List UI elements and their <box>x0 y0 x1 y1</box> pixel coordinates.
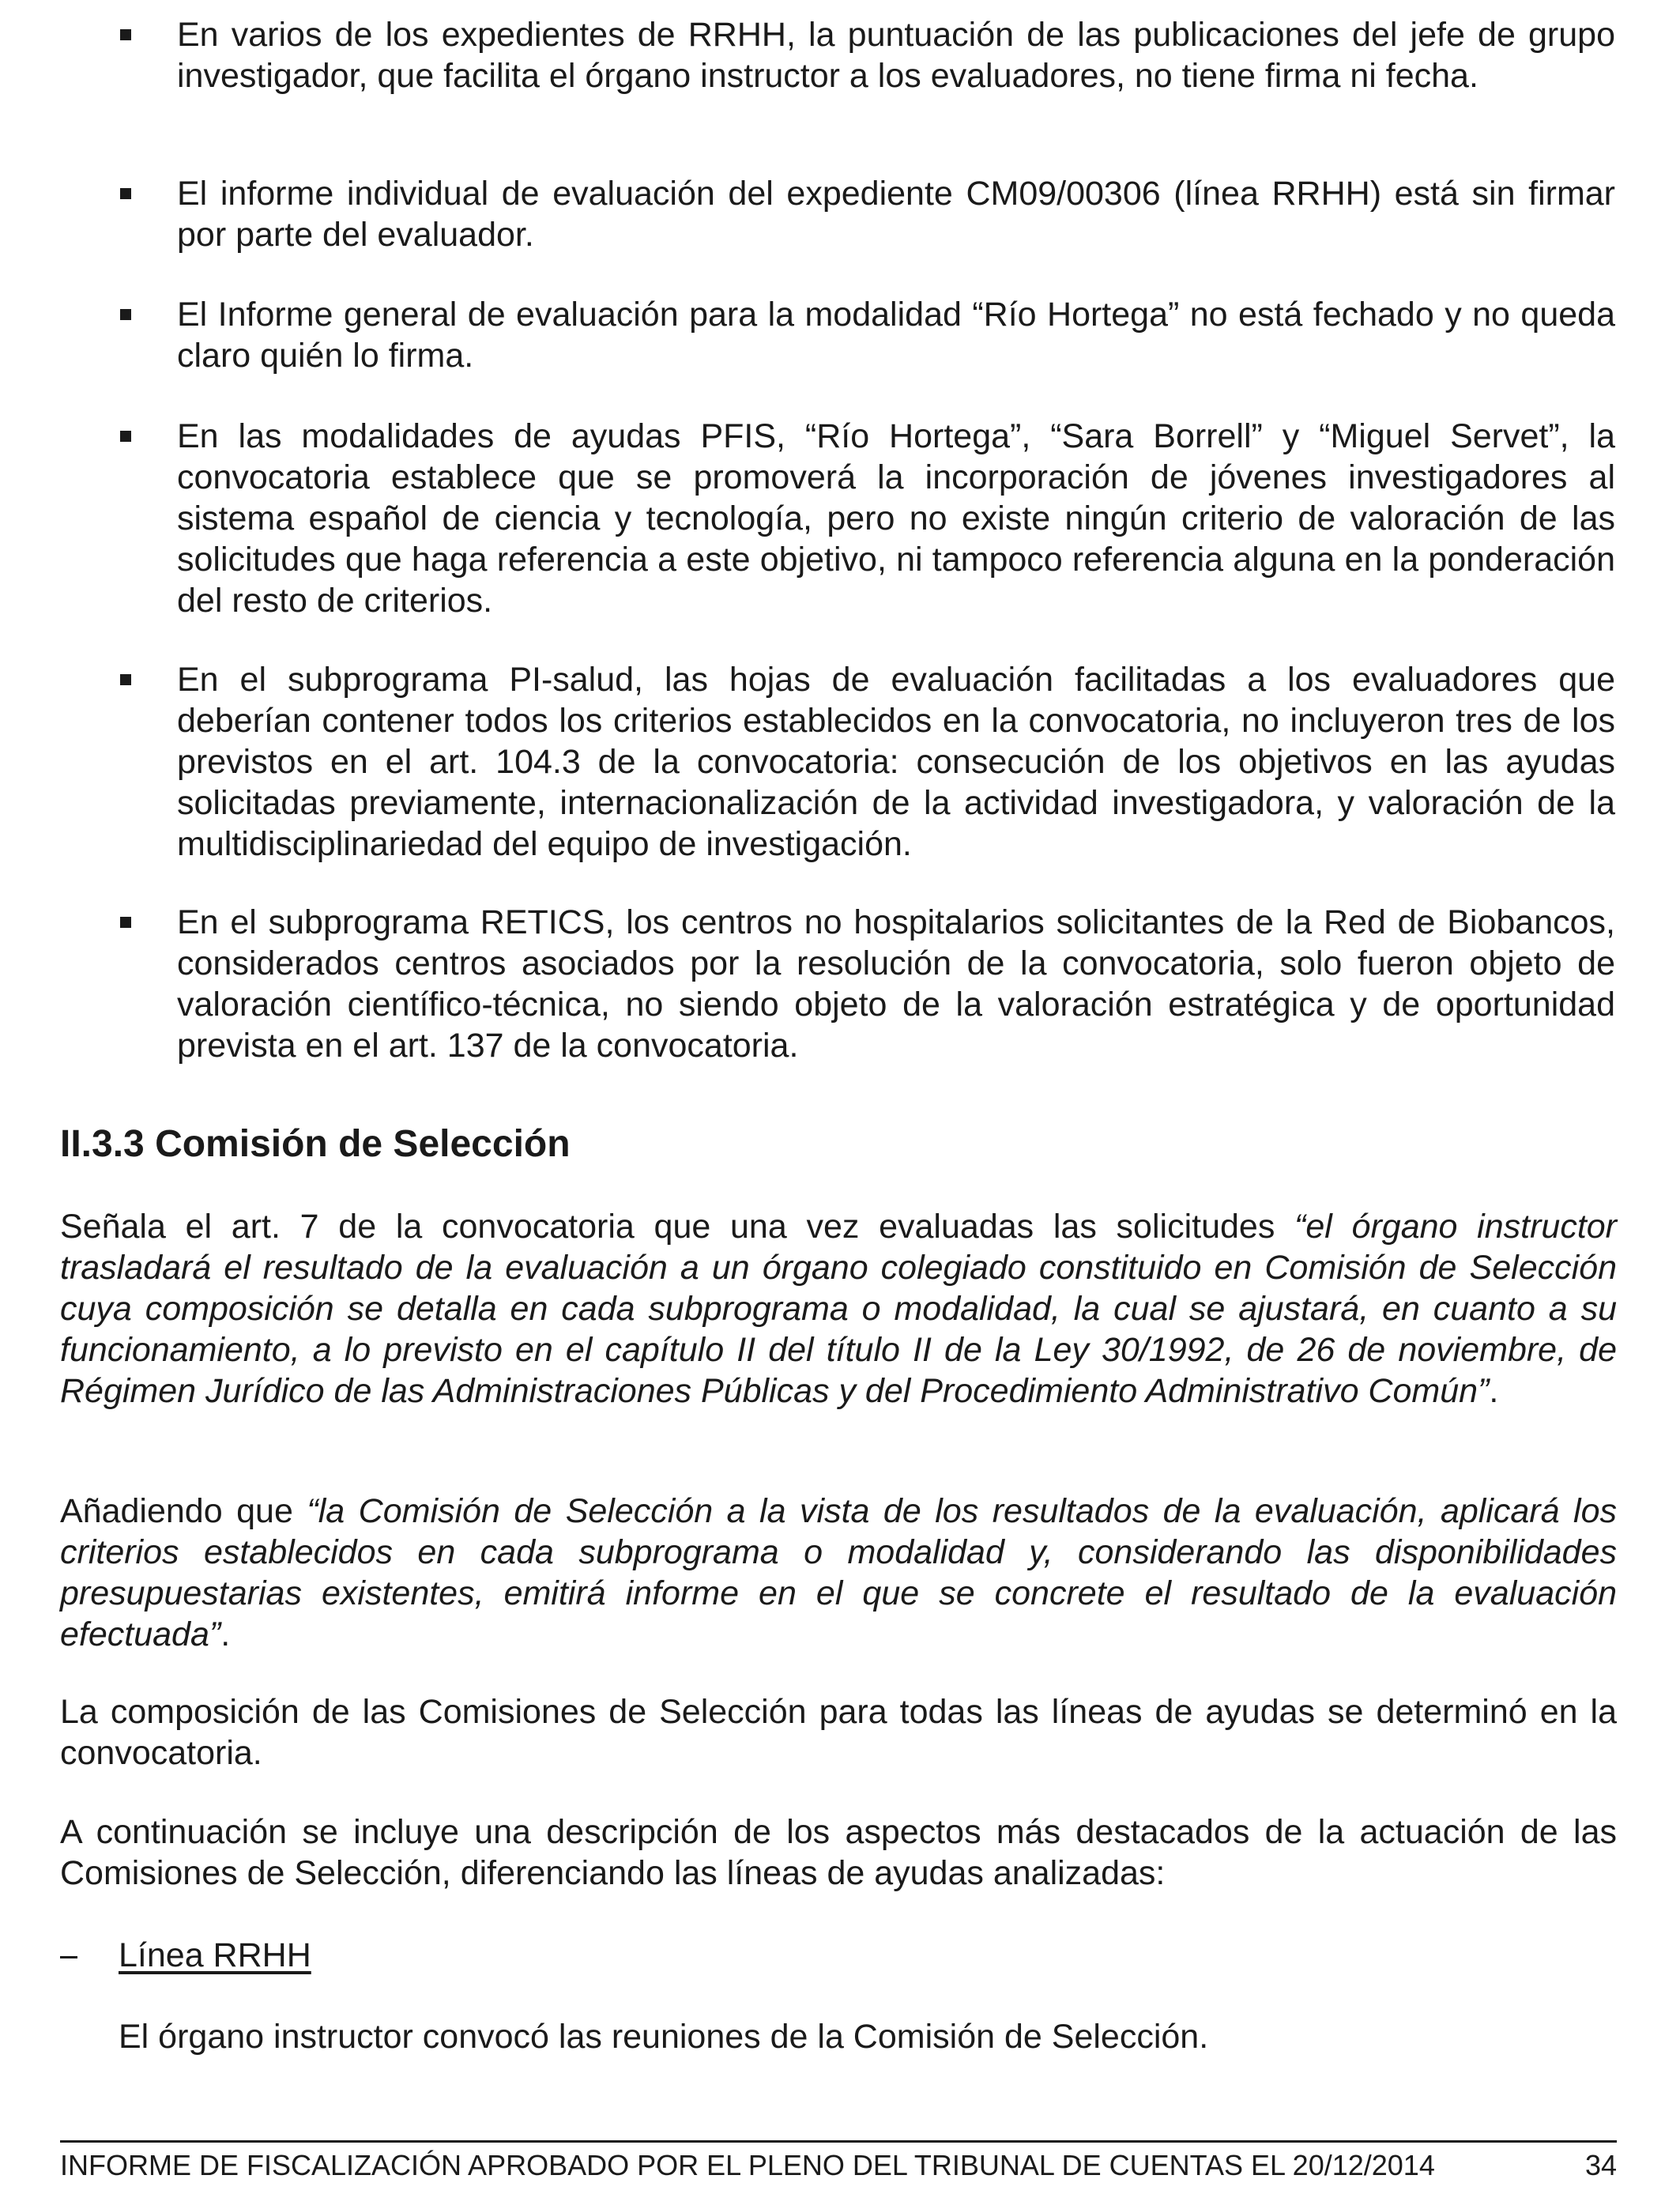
square-bullet-icon <box>120 188 131 199</box>
paragraph-quote: “el órgano instructor trasladará el resultado de la evaluación a un órgano colegiado constituido en Comisión de Selección cuya composición se detalla en cada subprograma o modalidad, la cual se ajustará, en cuanto a su funcionamiento, a lo previsto en el capítulo II del título II de la Ley 30/1992, de 26 de noviembre, de Régimen Jurídico de las Administraciones Públicas y del Procedimiento Administrativo Común” <box>60 1208 1617 1410</box>
square-bullet-icon <box>120 917 131 928</box>
footer-text: INFORME DE FISCALIZACIÓN APROBADO POR EL PLENO DEL TRIBUNAL DE CUENTAS EL 20/12/2014 <box>60 2149 1435 2181</box>
list-item-text: El informe individual de evaluación del expediente CM09/00306 (línea RRHH) está sin firmar por parte del evaluador. <box>177 175 1615 254</box>
section-heading: II.3.3 Comisión de Selección <box>60 1123 571 1165</box>
dash-list-item <box>60 1935 1617 1982</box>
list-item-text: El Informe general de evaluación para la modalidad “Río Hortega” no está fechado y no queda claro quién lo firma. <box>177 296 1615 375</box>
square-bullet-icon <box>120 674 131 685</box>
list-item-text: En el subprograma PI-salud, las hojas de evaluación facilitadas a los evaluadores que deberían contener todos los criterios establecidos en la convocatoria, no incluyeron tres de los previstos en el art. 104.3 de la convocatoria: consecución de los objetivos en las ayudas solicitadas previamente, internacionalización de la actividad investigadora, y valoración de la multidisciplinariedad del equipo de investigación. <box>177 661 1615 863</box>
paragraph-organo-instructor: El órgano instructor convocó las reuniones de la Comisión de Selección. <box>119 2018 1209 2056</box>
paragraph-continuacion: A continuación se incluye una descripción de los aspectos más destacados de la actuación de las Comisiones de Selección, diferenciando las líneas de ayudas analizadas: <box>60 1813 1617 1892</box>
subsection-label: Línea RRHH <box>119 1936 311 1974</box>
footer-divider <box>60 2140 1617 2143</box>
list-item-text: En varios de los expedientes de RRHH, la puntuación de las publicaciones del jefe de grupo investigador, que facilita el órgano instructor a los evaluadores, no tiene firma ni fecha. <box>177 16 1615 95</box>
paragraph-end: . <box>220 1615 231 1653</box>
paragraph-article-7 <box>60 1206 1617 1412</box>
square-bullet-icon <box>120 309 131 320</box>
square-bullet-icon <box>120 29 131 40</box>
list-item-text: En el subprograma RETICS, los centros no hospitalarios solicitantes de la Red de Biobancos, considerados centros asociados por la resolución de la convocatoria, solo fueron objeto de valoración científico-técnica, no siendo objeto de la valoración estratégica y de oportunidad prevista en el art. 137 de la convocatoria. <box>177 903 1615 1065</box>
paragraph-intro: Añadiendo que <box>60 1492 307 1530</box>
paragraph-anadiendo <box>60 1491 1617 1655</box>
paragraph-end: . <box>1489 1372 1499 1410</box>
paragraph-quote: “la Comisión de Selección a la vista de los resultados de la evaluación, aplicará los criterios establecidos en cada subprograma o modalidad y, considerando las disponibilidades presupuestarias existentes, emitirá informe en el que se concrete el resultado de la evaluación efectuada” <box>60 1492 1617 1653</box>
paragraph-composicion: La composición de las Comisiones de Selección para todas las líneas de ayudas se determinó en la convocatoria. <box>60 1693 1617 1772</box>
paragraph-intro: Señala el art. 7 de la convocatoria que una vez evaluadas las solicitudes <box>60 1208 1295 1246</box>
list-item-text: En las modalidades de ayudas PFIS, “Río Hortega”, “Sara Borrell” y “Miguel Servet”, la convocatoria establece que se promoverá la incorporación de jóvenes investigadores al sistema español de ciencia y tecnología, pero no existe ningún criterio de valoración de las solicitudes que haga referencia a este objetivo, ni tampoco referencia alguna en la ponderación del resto de criterios. <box>177 417 1615 620</box>
page-number: 34 <box>1584 2149 1617 2181</box>
square-bullet-icon <box>120 431 131 442</box>
dash-bullet-icon <box>60 1956 77 1958</box>
